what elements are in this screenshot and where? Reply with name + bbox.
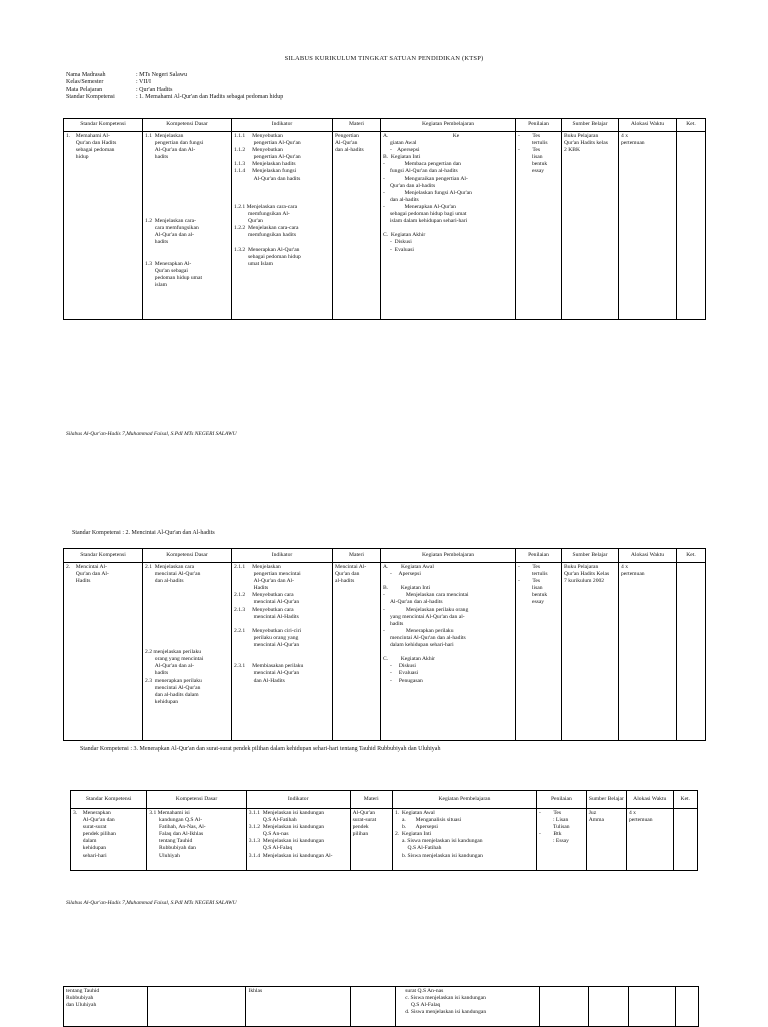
info-row-standar	[66, 94, 283, 101]
standar-kompetensi-3: Standar Kompetensi : 3. Menerapkan Al-Qur'an dan surat-surat pendek pilihan dalam kehidupan sehari-hari tentang Tauhid Rubbubiyah dan Uluhiyah	[80, 746, 441, 752]
table-header-row	[64, 119, 706, 132]
header-sumber-belajar: Sumber Belajar	[562, 119, 619, 132]
info-value: : Qur'an Hadits	[136, 86, 173, 93]
cell-materi: Mencintai Al- Qur'an dan al-hadits	[335, 564, 367, 585]
cell-kegiatan: surat Q.S An-nas c. Siswa menjelaskan isi kandungan Q.S Al-Falaq d. Siswa menjelaskan isi kandungan	[405, 988, 487, 1016]
cell-materi: Al-Qur'an surat-surat pendek pilihan	[352, 810, 377, 838]
cell-sumber-belajar: Juz Amma	[588, 810, 604, 824]
info-value: : VII/I	[136, 79, 152, 86]
header-kegiatan: Kegiatan Pembelajaran	[381, 119, 516, 132]
header-penilaian: Penilaian	[516, 119, 562, 132]
info-key: Nama Madrasah	[66, 72, 106, 78]
cell-kegiatan: A. Kegiatan Awal - Apersepsi B. Kegiatan Inti - Menjelaskan cara mencintai Al-Qur'an dan al-hadits - Menjelaskan perilaku orang yang mencintai Al-Qur'an dan al- hadits - Menerapkan perilaku mencintai Al-Qur'an dan al-hadits dalam kehidupan sehari-hari C. Kegiatan Akhir - Diskusi - Evaluasi - Penugasan	[383, 564, 469, 684]
cell-kompetensi-dasar: 2.1 Menjelaskan cara mencintai Al-Qur'an dan al-hadits 2.2 menjelaskan perilaku orang yang mencintai Al-Qur'an dan al- hadits 2.3 menerapkan perilaku mencintai Al-Qur'an dan al-hadits dalam kehidupan	[145, 564, 204, 705]
info-value: : 1. Memahami Al-Qur'an dan Hadits sebagai pedoman hidup	[136, 94, 284, 101]
cell-sumber-belajar: Buku Pelajaran Qur'an Hadits kelas 2 KBK	[564, 133, 608, 154]
header-materi: Materi	[333, 119, 381, 132]
cell-alokasi-waktu: 4 x pertemuan	[628, 810, 653, 824]
cell-standar-kompetensi: 2. Mencintai Al- Qur'an dan Al- Hadits	[66, 564, 109, 585]
header-penilaian: Penilaian	[516, 549, 562, 563]
syllabus-table-2	[63, 548, 706, 741]
table-header-row	[71, 791, 698, 809]
header-standar-kompetensi: Standar Kompetensi	[71, 791, 147, 809]
header-materi: Materi	[333, 549, 381, 563]
info-row-mapel	[66, 87, 283, 94]
table-row	[71, 809, 698, 871]
cell-standar-kompetensi: tentang Tauhid Rubbubiyah dan Uluhiyah	[66, 988, 100, 1009]
cell-alokasi-waktu: 4 x pertemuan	[621, 564, 645, 578]
header-standar-kompetensi: Standar Kompetensi	[64, 549, 143, 563]
header-ket: Ket.	[677, 549, 706, 563]
table-row	[64, 132, 706, 320]
page-footer-2: Silabus Al-Qur'an-Hadis 7,Muhammad Faisal, S.PdI MTs NEGERI SALAWU	[66, 900, 237, 906]
cell-alokasi-waktu: 4 x pertemuan	[621, 133, 645, 147]
header-kegiatan: Kegiatan Pembelajaran	[381, 549, 516, 563]
info-value: : MTs Negeri Salawu	[136, 72, 188, 78]
header-kompetensi-dasar: Kompetensi Dasar	[143, 119, 232, 132]
syllabus-table-3	[70, 790, 698, 871]
page-footer: Silabus Al-Qur'an-Hadis 7,Muhammad Faisal, S.PdI MTs NEGERI SALAWU	[66, 431, 237, 437]
header-kompetensi-dasar: Kompetensi Dasar	[143, 549, 232, 563]
cell-sumber-belajar: Buku Pelajaran Qur'an Hadits Kelas 7 kurikulum 2002	[564, 564, 610, 585]
header-ket: Ket.	[677, 119, 706, 132]
header-materi: Materi	[350, 791, 392, 809]
cell-indikator: 3.1.1 Menjelaskan isi kandungan Q.S Al-Fatihah 3.1.2 Menjelaskan isi kandungan Q.S An-nas 3.1.3 Menjelaskan isi kandungan Q.S Al-Falaq 3.1.4 Menjelaskan isi kandungan Al-	[248, 810, 333, 859]
cell-indikator: 1.1.1 Menyebutkan pengertian Al-Qur'an 1.1.2 Menyebutkan pengertian Al-Qur'an 1.1.3 Menjelaskan hadits 1.1.4 Menjelaskan fungsi Al-Qur'an dan hadits 1.2.1 Menjelaskan cara-cara memfungsikan Al- Qur'an 1.2.2 Menjelaskan cara-cara memfungsikan hadits 1.3.2 Menerapkan Al-Qur'an sebagai pedoman hidup umat Islam	[234, 133, 301, 267]
header-alokasi-waktu: Alokasi Waktu	[619, 549, 677, 563]
cell-penilaian: - Tes tertulis - Tes lisan bentuk essay	[518, 564, 548, 606]
cell-indikator: 2.1.1 Menjelaskan pengertian mencintai Al-Qur'an dan Al- Hadits 2.1.2 Menyebutkan cara mencintai Al-Qur'an 2.1.3 Menyebutkan cara mencintai Al-Hadits 2.2.1 Menyebutkan ciri-ciri perilaku orang yang mencintai Al-Qur'an 2.3.1 Membiasakan perilaku mencintai Al-Qur'an dan Al-Hadits	[234, 564, 304, 684]
table-row	[64, 563, 706, 741]
table-row	[64, 987, 699, 1027]
header-indikator: Indikator	[246, 791, 350, 809]
document-title: SILABUS KURIKULUM TINGKAT SATUAN PENDIDIKAN (KTSP)	[284, 55, 484, 62]
syllabus-table-3-continued	[63, 986, 699, 1027]
cell-standar-kompetensi: 1. Memahami Al- Qur'an dan Hadits sebagai pedoman hidup	[66, 133, 117, 161]
cell-penilaian: - Tes : Lisan Tulisan - Btk : Essay	[538, 810, 570, 845]
cell-kompetensi-dasar: 1.1 Menjelaskan pengertian dan fungsi Al-Qur'an dan Al- hadits 1.2 Menjelaskan cara- cara memfungsikan Al-Qur'an dan al- hadits 1.3 Menerapkan Al- Qur'an sebagai pedoman hidup umat islam	[145, 133, 204, 288]
header-penilaian: Penilaian	[536, 791, 586, 809]
header-kegiatan: Kegiatan Pembelajaran	[392, 791, 536, 809]
cell-standar-kompetensi: 3. Menerapkan Al-Qur'an dan surat-surat pendek pilihan dalam kehidupan sehari-hari	[73, 810, 116, 859]
header-sumber-belajar: Sumber Belajar	[586, 791, 626, 809]
header-indikator: Indikator	[232, 549, 333, 563]
info-key: Standar Kompetensi	[66, 94, 115, 101]
standar-kompetensi-2: Standar Kompetensi : 2. Mencintai Al-Qur'an dan Al-hadits	[72, 530, 215, 536]
header-kompetensi-dasar: Kompetensi Dasar	[147, 791, 247, 809]
info-row-madrasah	[66, 72, 283, 79]
document-info	[66, 72, 283, 102]
header-standar-kompetensi: Standar Kompetensi	[64, 119, 143, 132]
cell-kompetensi-dasar: 3.1 Memahami isi kandungan Q.S Al- Fatihah, An-Nas, Al- Falaq dan Al-Ikhlas tentang Tauhid Rubbubiyah dan Uluhiyah	[149, 810, 206, 859]
header-ket: Ket.	[673, 791, 697, 809]
header-alokasi-waktu: Alokasi Waktu	[619, 119, 677, 132]
table-header-row	[64, 549, 706, 563]
header-indikator: Indikator	[232, 119, 333, 132]
info-key: Mata Pelajaran	[66, 86, 103, 93]
cell-kegiatan: A. Ke giatan Awal - Apersepsi B. Kegiatan Inti - Membaca pengertian dan fungsi Al-Qur'an dan al-hadits - Menguraikan pengertian Al- Qur'an dan al-hadits - Menjelaskan fungsi Al-Qur'an dan al-hadits - Menerapkan Al-Qur'an sebagai pedoman hidup bagi umat islam dalam kehidupan sehari-hari C. Kegiatan Akhir - Diskusi - Evaluasi	[383, 133, 472, 253]
syllabus-table-1	[63, 118, 706, 320]
info-row-kelas	[66, 79, 283, 86]
cell-kegiatan: 1. Kegiatan Awal a. Menganalisis situasi b. Apersepsi 2. Kegiatan Inti a. Siswa menjelaskan isi kandungan Q.S Al-Fatihah b. Siswa menjelaskan isi kandungan	[394, 810, 483, 859]
cell-materi: Pengertian Al-Qur'an dan al-hadits	[335, 133, 364, 154]
cell-indikator: Ikhlas	[248, 988, 263, 994]
cell-penilaian: - Tes tertulis - Tes lisan bentuk essay	[518, 133, 548, 175]
header-alokasi-waktu: Alokasi Waktu	[626, 791, 673, 809]
info-key: Kelas/Semester	[66, 79, 104, 86]
header-sumber-belajar: Sumber Belajar	[562, 549, 619, 563]
